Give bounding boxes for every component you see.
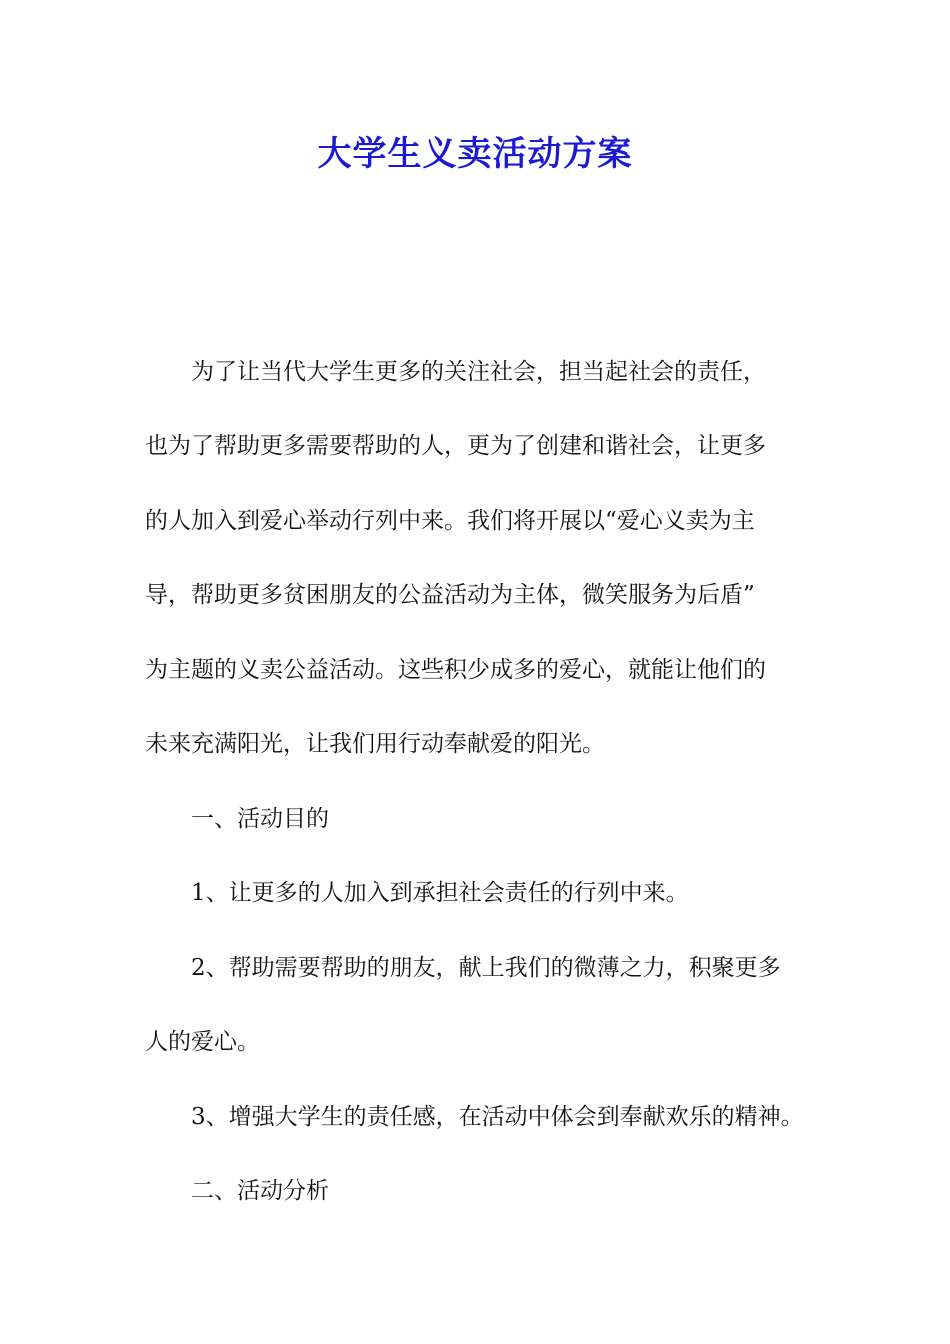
intro-line-6: 未来充满阳光，让我们用行动奉献爱的阳光。 (145, 731, 605, 757)
intro-line-3: 的人加入到爱心举动行列中来。我们将开展以“爱心义卖为主 (145, 508, 755, 534)
intro-line-5: 为主题的义卖公益活动。这些积少成多的爱心，就能让他们的 (145, 657, 766, 683)
document-title: 大学生义卖活动方案 (317, 134, 633, 174)
section-heading-analysis: 二、活动分析 (191, 1178, 329, 1204)
intro-line-4: 导，帮助更多贫困朋友的公益活动为主体，微笑服务为后盾” (145, 582, 755, 608)
purpose-item-2-line-2: 人的爱心。 (145, 1029, 260, 1055)
intro-line-1: 为了让当代大学生更多的关注社会，担当起社会的责任， (191, 359, 766, 385)
section-heading-purpose: 一、活动目的 (191, 806, 329, 832)
purpose-item-2-line-1: 2、帮助需要帮助的朋友，献上我们的微薄之力，积聚更多 (191, 955, 781, 981)
purpose-item-3: 3、增强大学生的责任感，在活动中体会到奉献欢乐的精神。 (191, 1104, 804, 1130)
intro-line-2: 也为了帮助更多需要帮助的人，更为了创建和谐社会，让更多 (145, 433, 766, 459)
purpose-item-1: 1、让更多的人加入到承担社会责任的行列中来。 (191, 880, 689, 906)
